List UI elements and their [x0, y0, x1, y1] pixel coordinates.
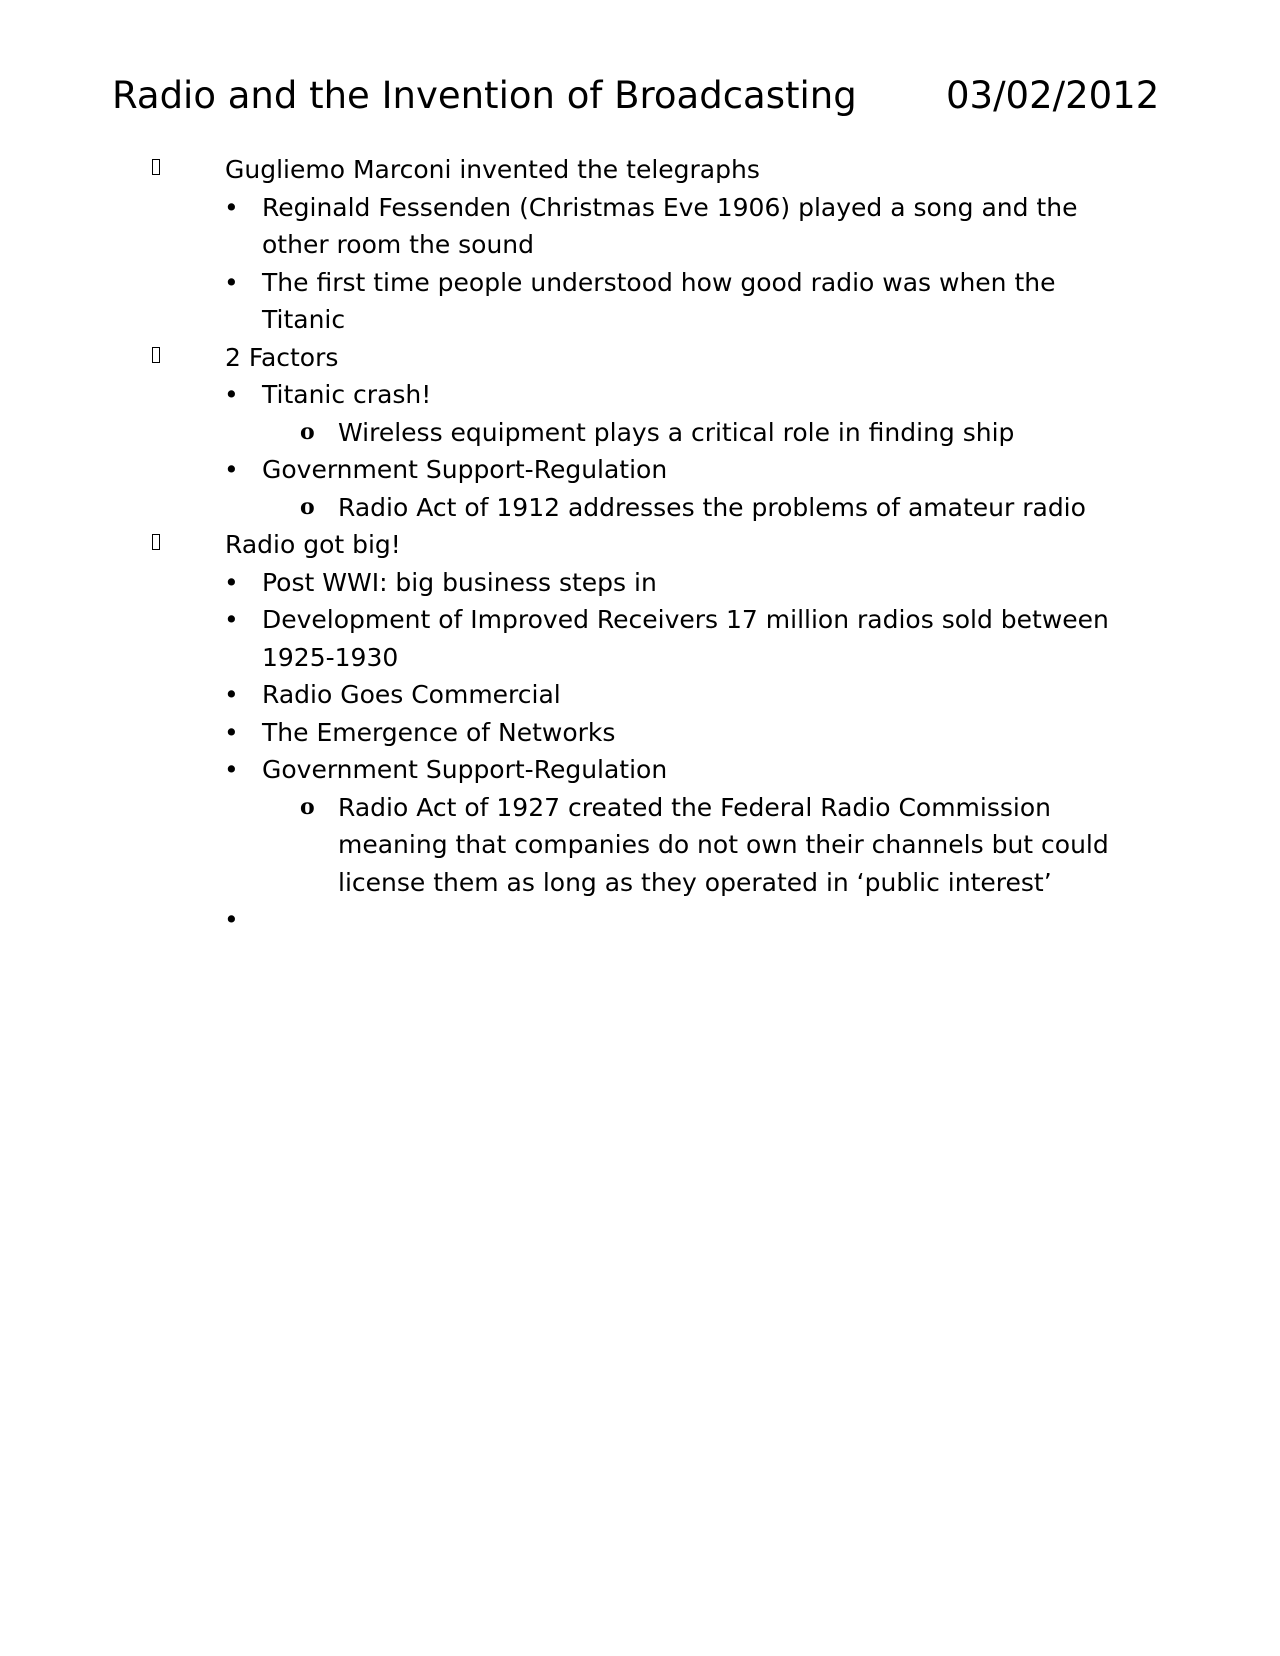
- list-item: Radio got big!: [0, 526, 1280, 564]
- list-item: • Radio Goes Commercial: [0, 676, 1280, 714]
- list-item: • Titanic crash!: [0, 376, 1280, 414]
- list-item: o Wireless equipment plays a critical role in finding ship: [0, 414, 1280, 452]
- bullet-icon: •: [224, 605, 239, 634]
- page-title: Radio and the Invention of Broadcasting: [112, 74, 857, 117]
- bullet-icon: •: [224, 192, 239, 222]
- bullet-icon: •: [224, 267, 239, 297]
- bullet-icon: •: [224, 755, 239, 784]
- bullet-icon: •: [224, 905, 239, 934]
- square-bullet-icon: [150, 347, 164, 367]
- circle-bullet-icon: o: [300, 793, 315, 820]
- list-item: Gugliemo Marconi invented the telegraphs: [0, 151, 1280, 189]
- list-item: 2 Factors: [0, 339, 1280, 377]
- list-item-empty[interactable]: [0, 901, 1280, 939]
- bullet-icon: •: [224, 455, 239, 484]
- circle-bullet-icon: o: [300, 493, 315, 520]
- bullet-icon: •: [224, 717, 239, 747]
- square-bullet-icon: [150, 534, 164, 554]
- notes-list: [0, 151, 1280, 939]
- list-item: • Post WWI: big business steps in: [0, 564, 1280, 602]
- bullet-icon: •: [224, 680, 239, 709]
- bullet-icon: •: [224, 567, 239, 597]
- square-bullet-icon: [150, 159, 164, 179]
- list-item: • Government Support-Regulation: [0, 751, 1280, 789]
- bullet-icon: •: [224, 380, 239, 409]
- list-item: • Government Support-Regulation: [0, 451, 1280, 489]
- list-item: • The Emergence of Networks: [0, 714, 1280, 752]
- list-item: o Radio Act of 1912 addresses the problems of amateur radio: [0, 489, 1280, 527]
- list-item: • Reginald Fessenden (Christmas Eve 1906) played a song and the other room the sound: [0, 189, 1280, 264]
- list-item: o Radio Act of 1927 created the Federal Radio Commission meaning that companies do not own their channels but could license them as long as they operated in ‘public interest’: [0, 789, 1280, 902]
- page-date: 03/02/2012: [946, 74, 1160, 117]
- list-item: • Development of Improved Receivers 17 million radios sold between 1925-1930: [0, 601, 1280, 676]
- circle-bullet-icon: o: [300, 418, 315, 445]
- list-item: • The first time people understood how good radio was when the Titanic: [0, 264, 1280, 339]
